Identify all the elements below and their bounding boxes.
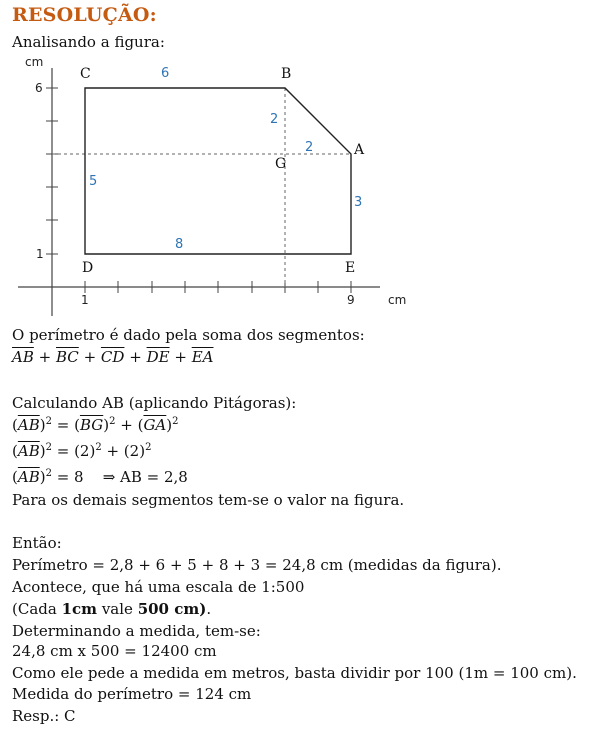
- segment-AB: $\overline{AB}$: [12, 348, 34, 366]
- point-G-label: G: [275, 156, 287, 172]
- segment-DE-value: 8: [175, 237, 184, 252]
- resp-text: Resp.: C: [12, 707, 76, 725]
- exponent: 2: [95, 442, 102, 453]
- segment-BG-value: 2: [270, 112, 279, 127]
- exponent: 2: [45, 416, 52, 427]
- metros-text: Como ele pede a medida em metros, basta dividir por 100 (1m = 100 cm).: [12, 664, 577, 682]
- calc-intro: Calculando AB (aplicando Pitágoras):: [12, 394, 297, 412]
- plus-sign: +: [129, 348, 142, 366]
- medida-text: Medida do perímetro = 124 cm: [12, 685, 252, 703]
- perimeter-intro: O perímetro é dado pela soma dos segmentos:: [12, 326, 365, 344]
- point-D-label: D: [82, 260, 94, 276]
- determinando-text: Determinando a medida, tem-se:: [12, 622, 261, 640]
- pythagoras-line-2: $(\overline{AB})^2 = (2)^2 + (2)^2$: [12, 442, 152, 460]
- segment-CD: $\overline{CD}$: [100, 348, 125, 366]
- equals: =: [56, 416, 70, 434]
- point-C-label: C: [80, 66, 91, 82]
- segments-sum: [12, 347, 214, 367]
- equals-value: = 8: [51, 468, 84, 486]
- entao-text: Então:: [12, 534, 62, 552]
- ga-term: $\overline{GA}$: [143, 416, 167, 434]
- plus-sign: +: [120, 416, 133, 434]
- polygon-CBAED: [85, 88, 351, 254]
- exponent: 2: [109, 416, 116, 427]
- others-text: Para os demais segmentos tem-se o valor na figura.: [12, 491, 405, 509]
- plus-sign: +: [174, 348, 187, 366]
- x-tick-1-label: 1: [81, 293, 89, 307]
- point-B-label: B: [281, 66, 292, 82]
- page-title: RESOLUÇÃO:: [12, 4, 157, 26]
- exponent: 2: [45, 442, 52, 453]
- plus-sign: +: [83, 348, 97, 366]
- x-tick-9-label: 9: [347, 293, 355, 307]
- calc-cm-text: 24,8 cm x 500 = 12400 cm: [12, 642, 217, 660]
- point-E-label: E: [345, 260, 356, 276]
- equals-value: = (2): [56, 442, 96, 460]
- cada-pre: (Cada: [12, 600, 62, 618]
- exponent: 2: [145, 442, 152, 453]
- y-tick-1-label: 1: [36, 247, 44, 261]
- cada-mid: vale: [97, 600, 138, 618]
- ab-term: $\overline{AB}$: [17, 416, 40, 434]
- pythagoras-line-3: $(\overline{AB})^2 = 8$ ⇒ AB = 2,8: [12, 468, 188, 486]
- segment-CD-value: 5: [89, 174, 98, 189]
- ab-result: AB = 2,8: [115, 468, 188, 486]
- pythagoras-line-1: $(\overline{AB})^2 = (\overline{BG})^2 + (\overline{GA})^2$: [12, 416, 179, 434]
- segment-AE-value: 3: [354, 195, 363, 210]
- cada-line: [12, 599, 211, 619]
- ab-term: $\overline{AB}$: [17, 468, 40, 486]
- cada-bold-2: 500 cm): [137, 600, 207, 618]
- intro-text: Analisando a figura:: [12, 33, 165, 51]
- exponent: 2: [172, 416, 179, 427]
- cada-post: .: [206, 600, 212, 618]
- plus-value: + (2): [101, 442, 146, 460]
- segment-BC: $\overline{BC}$: [56, 348, 79, 366]
- ab-term: $\overline{AB}$: [17, 442, 40, 460]
- escala-line: Acontece, que há uma escala de 1:500: [12, 578, 305, 596]
- segment-GA-value: 2: [305, 140, 314, 155]
- segment-DE: $\overline{DE}$: [146, 348, 170, 366]
- y-tick-6-label: 6: [35, 81, 43, 95]
- implies-arrow-icon: ⇒: [102, 468, 116, 486]
- x-unit-label: cm: [388, 293, 407, 307]
- exponent: 2: [45, 468, 52, 479]
- segment-CB-value: 6: [161, 66, 170, 81]
- perimeter-line: Perímetro = 2,8 + 6 + 5 + 8 + 3 = 24,8 cm (medidas da figura).: [12, 556, 502, 574]
- bg-term: $\overline{BG}$: [79, 416, 104, 434]
- y-unit-label: cm: [25, 55, 44, 69]
- segment-EA: $\overline{EA}$: [191, 348, 214, 366]
- cada-bold-1: 1cm: [61, 600, 98, 618]
- point-A-label: A: [354, 142, 365, 158]
- plus-sign: +: [38, 348, 52, 366]
